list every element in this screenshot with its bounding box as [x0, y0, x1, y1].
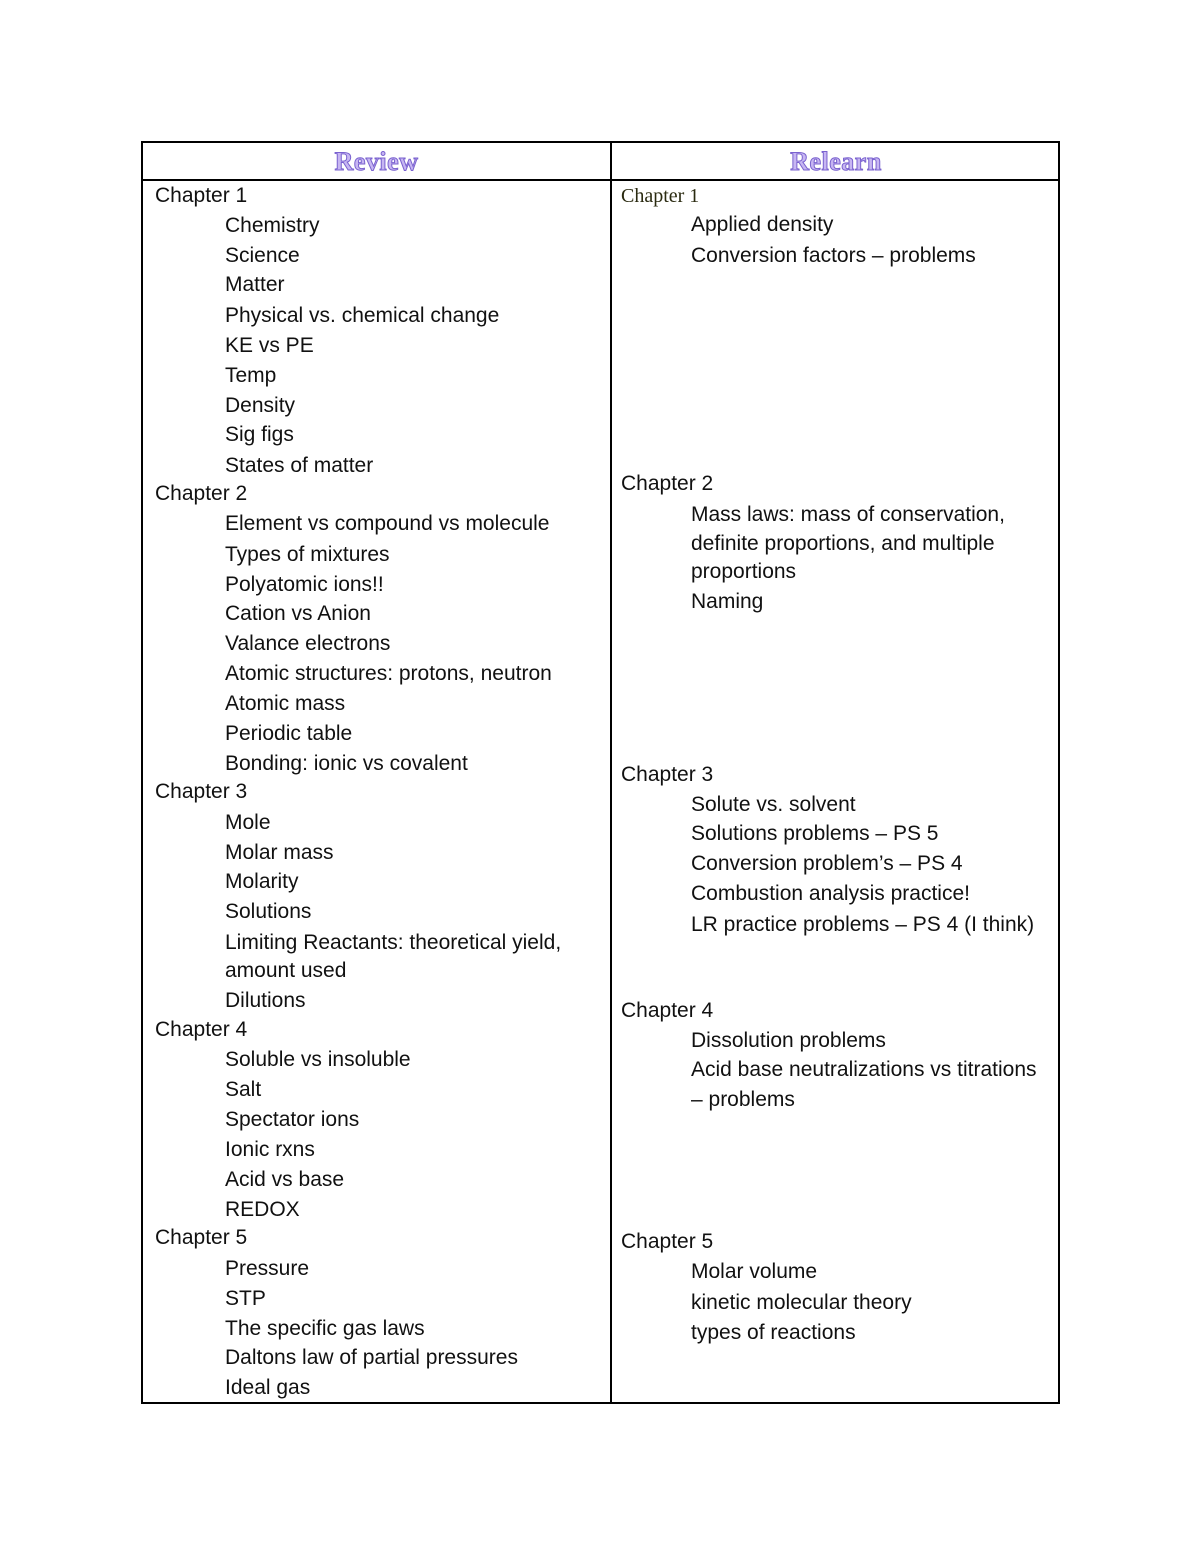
review-topic: Element vs compound vs molecule: [225, 512, 550, 535]
review-topic: Pressure: [225, 1257, 310, 1280]
relearn-topic: Mass laws: mass of conservation,: [691, 503, 1005, 526]
relearn-topic: kinetic molecular theory: [691, 1291, 912, 1314]
relearn-topic: Solute vs. solvent: [691, 793, 856, 816]
header-divider: [143, 179, 1058, 181]
review-relearn-table: [141, 141, 1060, 1404]
review-topic: Soluble vs insoluble: [225, 1048, 411, 1071]
review-topic: Density: [225, 394, 296, 417]
review-topic: amount used: [225, 959, 347, 982]
relearn-topic: Acid base neutralizations vs titrations: [691, 1058, 1037, 1081]
relearn-topic: proportions: [691, 560, 797, 583]
review-topic: Periodic table: [225, 722, 353, 745]
relearn-chapter-heading: Chapter 2: [621, 472, 714, 495]
review-topic: Atomic mass: [225, 692, 346, 715]
relearn-topic: LR practice problems – PS 4 (I think): [691, 913, 1035, 936]
review-topic: Spectator ions: [225, 1108, 360, 1131]
review-topic: Science: [225, 244, 300, 267]
relearn-topic: Dissolution problems: [691, 1029, 886, 1052]
review-topic: Ionic rxns: [225, 1138, 315, 1161]
relearn-chapter-heading: Chapter 4: [621, 999, 714, 1022]
review-topic: Matter: [225, 273, 285, 296]
review-topic: Solutions: [225, 900, 312, 923]
review-topic: Physical vs. chemical change: [225, 304, 500, 327]
review-topic: Bonding: ionic vs covalent: [225, 752, 468, 775]
relearn-chapter-heading: Chapter 5: [621, 1230, 714, 1253]
review-topic: Ideal gas: [225, 1376, 311, 1399]
review-topic: KE vs PE: [225, 334, 314, 357]
review-topic: Molarity: [225, 870, 299, 893]
relearn-topic: definite proportions, and multiple: [691, 532, 995, 555]
relearn-topic: Combustion analysis practice!: [691, 882, 970, 905]
review-topic: The specific gas laws: [225, 1317, 425, 1340]
review-topic: Chemistry: [225, 214, 320, 237]
relearn-topic: Applied density: [691, 213, 834, 236]
review-topic: Valance electrons: [225, 632, 391, 655]
review-chapter-heading: Chapter 2: [155, 482, 248, 505]
relearn-chapter-heading: Chapter 1: [621, 185, 700, 207]
review-chapter-heading: Chapter 3: [155, 780, 248, 803]
review-topic: Cation vs Anion: [225, 602, 371, 625]
review-topic: Salt: [225, 1078, 262, 1101]
review-header: Review: [334, 147, 419, 176]
review-topic: Temp: [225, 364, 277, 387]
review-topic: STP: [225, 1287, 266, 1310]
review-topic: States of matter: [225, 454, 374, 477]
review-chapter-heading: Chapter 4: [155, 1018, 248, 1041]
column-divider: [610, 143, 612, 1402]
relearn-chapter-heading: Chapter 3: [621, 763, 714, 786]
relearn-topic: types of reactions: [691, 1321, 856, 1344]
review-topic: Daltons law of partial pressures: [225, 1346, 518, 1369]
review-topic: Dilutions: [225, 989, 306, 1012]
review-chapter-heading: Chapter 5: [155, 1226, 248, 1249]
review-topic: Polyatomic ions!!: [225, 573, 384, 596]
relearn-header: Relearn: [790, 147, 882, 176]
review-topic: Mole: [225, 811, 271, 834]
review-topic: Acid vs base: [225, 1168, 345, 1191]
review-chapter-heading: Chapter 1: [155, 184, 248, 207]
review-topic: REDOX: [225, 1198, 300, 1221]
relearn-topic: Naming: [691, 590, 764, 613]
relearn-topic: – problems: [691, 1088, 795, 1111]
review-topic: Limiting Reactants: theoretical yield,: [225, 931, 562, 954]
review-topic: Atomic structures: protons, neutron: [225, 662, 552, 685]
review-topic: Types of mixtures: [225, 543, 390, 566]
relearn-topic: Conversion problem’s – PS 4: [691, 852, 963, 875]
relearn-topic: Conversion factors – problems: [691, 244, 976, 267]
review-topic: Molar mass: [225, 841, 334, 864]
review-topic: Sig figs: [225, 423, 294, 446]
relearn-topic: Solutions problems – PS 5: [691, 822, 939, 845]
relearn-topic: Molar volume: [691, 1260, 818, 1283]
